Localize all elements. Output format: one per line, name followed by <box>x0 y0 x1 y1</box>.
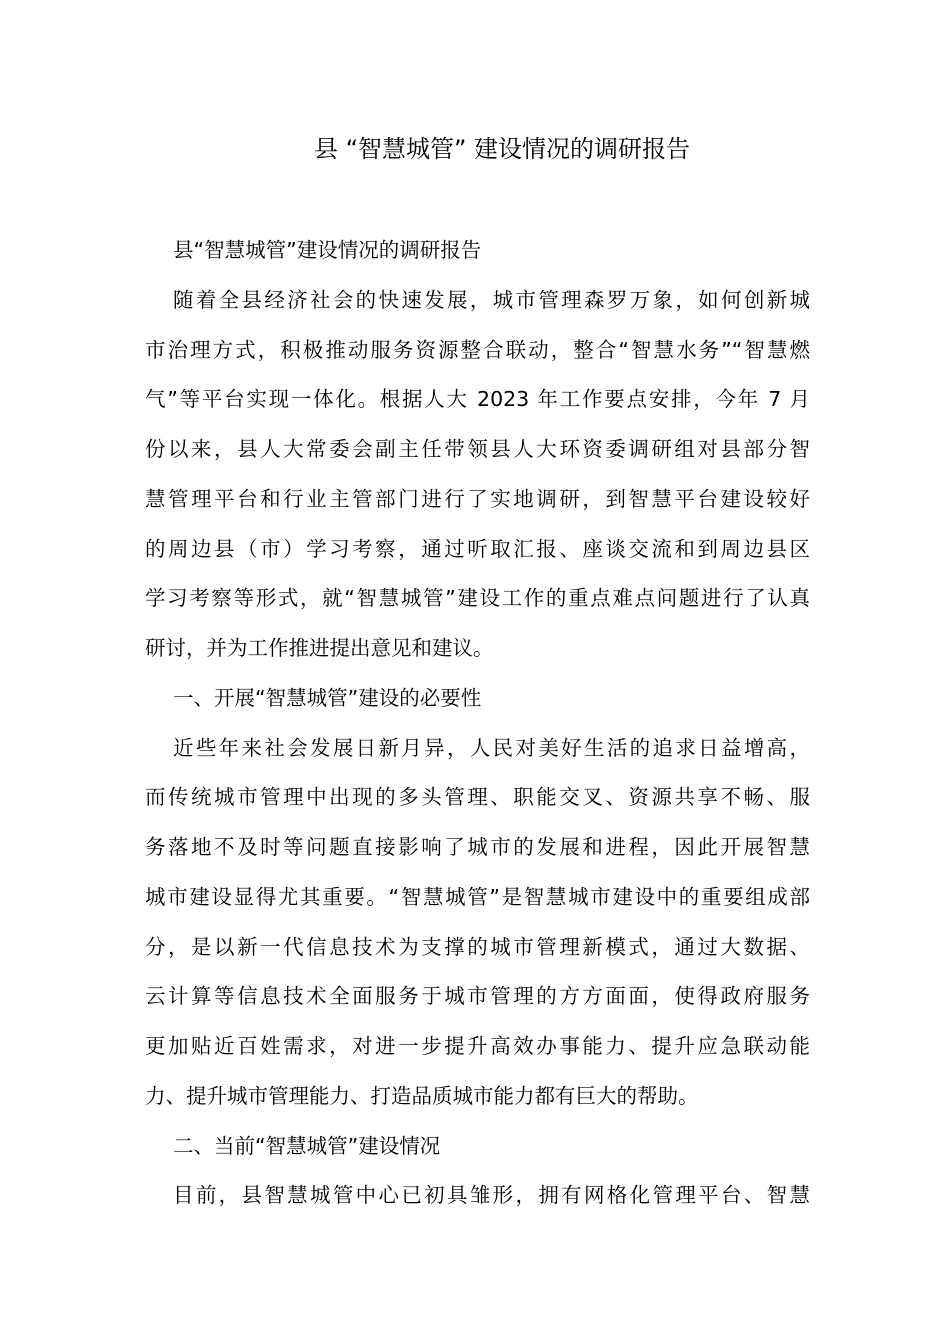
paragraph-line: 近些年来社会发展日新月异，人民对美好生活的追求日益增高， <box>173 736 810 760</box>
section-heading-2: 二、当前“智慧城管”建设情况 <box>173 1134 441 1158</box>
paragraph-line: 研讨，并为工作推进提出意见和建议。 <box>145 636 494 660</box>
paragraph-line: 学习考察等形式，就“智慧城管”建设工作的重点难点问题进行了认真 <box>145 586 810 610</box>
paragraph-line: 力、提升城市管理能力、打造品质城市能力都有巨大的帮助。 <box>145 1084 699 1108</box>
paragraph-line: 分，是以新一代信息技术为支撑的城市管理新模式，通过大数据、 <box>145 935 810 959</box>
paragraph-line: 气”等平台实现一体化。根据人大 2023 年工作要点安排，今年 7 月 <box>145 387 810 411</box>
paragraph-line: 目前，县智慧城管中心已初具雏形，拥有网格化管理平台、智慧 <box>173 1183 810 1207</box>
paragraph-line: 随着全县经济社会的快速发展，城市管理森罗万象，如何创新城 <box>173 288 810 312</box>
paragraph-line: 而传统城市管理中出现的多头管理、职能交叉、资源共享不畅、服 <box>145 785 810 809</box>
paragraph-line: 云计算等信息技术全面服务于城市管理的方方面面，使得政府服务 <box>145 984 810 1008</box>
paragraph-line: 的周边县（市）学习考察，通过听取汇报、座谈交流和到周边县区 <box>145 537 810 561</box>
paragraph-line: 市治理方式，积极推动服务资源整合联动，整合“智慧水务”“智慧燃 <box>145 338 810 362</box>
subtitle-line: 县“智慧城管”建设情况的调研报告 <box>173 238 482 262</box>
paragraph-line: 份以来，县人大常委会副主任带领县人大环资委调研组对县部分智 <box>145 437 810 461</box>
paragraph-line: 更加贴近百姓需求，对进一步提升高效办事能力、提升应急联动能 <box>145 1034 810 1058</box>
section-heading-1: 一、开展“智慧城管”建设的必要性 <box>173 686 482 710</box>
paragraph-line: 城市建设显得尤其重要。“智慧城管”是智慧城市建设中的重要组成部 <box>145 885 810 909</box>
paragraph-line: 慧管理平台和行业主管部门进行了实地调研，到智慧平台建设较好 <box>145 487 810 511</box>
paragraph-line: 务落地不及时等问题直接影响了城市的发展和进程，因此开展智慧 <box>145 835 810 859</box>
document-title: 县 “智慧城管” 建设情况的调研报告 <box>313 135 691 163</box>
